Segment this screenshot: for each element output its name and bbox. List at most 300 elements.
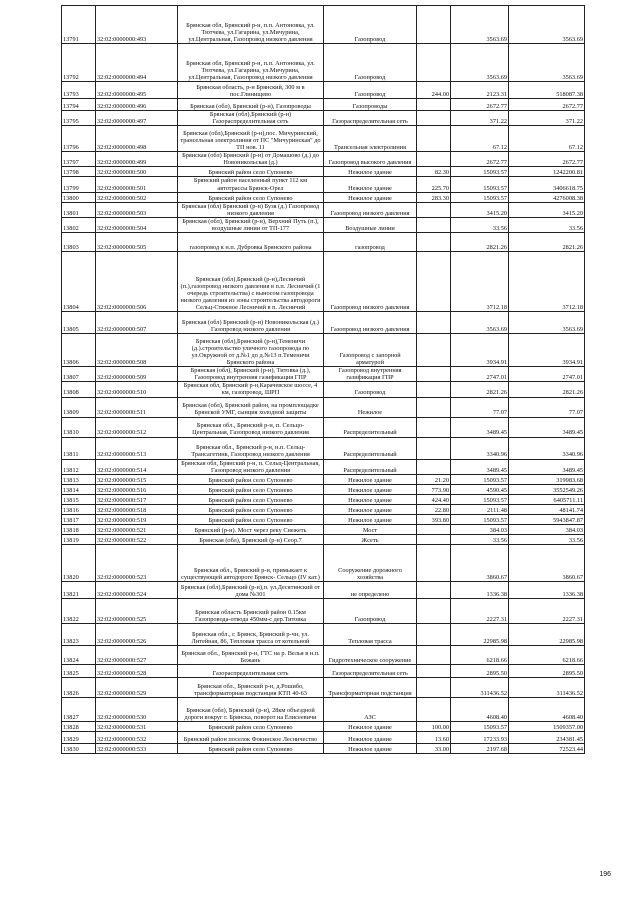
- unit-value: 3563.69: [451, 44, 509, 82]
- object-name: Трансельная электролиния: [324, 126, 417, 152]
- cadastral-value: 67.12: [509, 126, 585, 152]
- object-address: Брянский район село Супонево: [178, 743, 324, 753]
- table-row: [62, 645, 585, 664]
- cadastral-value: 1242200.81: [509, 167, 585, 177]
- table-row: [62, 484, 585, 494]
- table-row: [62, 152, 585, 167]
- cadastral-value: 311436.52: [509, 677, 585, 697]
- object-area: [417, 152, 451, 167]
- row-number: 13792: [62, 44, 96, 82]
- row-number: 13824: [62, 645, 96, 664]
- row-number: 13803: [62, 233, 96, 252]
- row-number: 13810: [62, 417, 96, 437]
- cadastral-number: 32:02:0000000:497: [96, 111, 178, 126]
- object-address: Брянская (обл) Брянский (р-н) от Домашово (д.) до Новоникольская (д.): [178, 152, 324, 167]
- unit-value: 2672.77: [451, 152, 509, 167]
- row-number: 13796: [62, 126, 96, 152]
- unit-value: 2747.01: [451, 367, 509, 382]
- object-address: Брянский (р-н). Мост через реку Снежеть: [178, 524, 324, 534]
- object-area: [417, 367, 451, 382]
- table-row: [62, 437, 585, 459]
- object-name: Газопровод низкого давления: [324, 252, 417, 312]
- cadastral-number: 32:02:0000000:504: [96, 217, 178, 232]
- cadastral-value: 72523.44: [509, 743, 585, 753]
- unit-value: 33.56: [451, 534, 509, 544]
- object-area: [417, 44, 451, 82]
- table-row: [62, 677, 585, 697]
- row-number: 13802: [62, 217, 96, 232]
- cadastral-value: 3406618.75: [509, 177, 585, 192]
- cadastral-value: 22985.98: [509, 623, 585, 645]
- unit-value: 17233.93: [451, 731, 509, 743]
- table-row: [62, 721, 585, 731]
- object-area: [417, 202, 451, 217]
- object-name: Газопровод: [324, 382, 417, 397]
- cadastral-value: 3712.18: [509, 252, 585, 312]
- object-area: [417, 252, 451, 312]
- cadastral-value: 3340.96: [509, 437, 585, 459]
- row-number: 13795: [62, 111, 96, 126]
- row-number: 13813: [62, 474, 96, 484]
- unit-value: 67.12: [451, 126, 509, 152]
- object-name: Газопроводы: [324, 99, 417, 111]
- object-name: Газопровод: [324, 82, 417, 99]
- cadastral-number: 32:02:0000000:530: [96, 697, 178, 721]
- cadastral-value: 4276008.38: [509, 192, 585, 202]
- cadastral-value: 384.03: [509, 524, 585, 534]
- cadastral-value: 2895.50: [509, 664, 585, 677]
- row-number: 13823: [62, 623, 96, 645]
- unit-value: 3340.96: [451, 437, 509, 459]
- cadastral-value: 4608.40: [509, 697, 585, 721]
- cadastral-value: 2227.31: [509, 598, 585, 623]
- table-row: [62, 312, 585, 334]
- cadastral-number: 32:02:0000000:509: [96, 367, 178, 382]
- cadastral-number: 32:02:0000000:502: [96, 192, 178, 202]
- table-row: [62, 581, 585, 598]
- object-area: 100.00: [417, 721, 451, 731]
- cadastral-number: 32:02:0000000:524: [96, 581, 178, 598]
- cadastral-value: 77.07: [509, 397, 585, 417]
- unit-value: 2197.68: [451, 743, 509, 753]
- object-name: Газопровод с запорной арматурой: [324, 334, 417, 367]
- cadastral-number: 32:02:0000000:523: [96, 544, 178, 581]
- object-address: Брянский район село Супонево: [178, 167, 324, 177]
- register-page: [61, 5, 584, 868]
- object-address: Брянская обл., Брянский р-н, н.п. Сельц-Трансагетинк, Газопровод низкого давления: [178, 437, 324, 459]
- unit-value: 33.56: [451, 217, 509, 232]
- object-name: Нежилое здание: [324, 743, 417, 753]
- row-number: 13817: [62, 514, 96, 524]
- unit-value: 371.22: [451, 111, 509, 126]
- row-number: 13799: [62, 177, 96, 192]
- cadastral-number: 32:02:0000000:493: [96, 6, 178, 44]
- object-area: [417, 397, 451, 417]
- table-row: [62, 664, 585, 677]
- unit-value: 15093.57: [451, 167, 509, 177]
- row-number: 13805: [62, 312, 96, 334]
- object-address: Брянская (обл), Брянский (р-н), Титовка (д.), Газопровод внутренняя газификация ГПР: [178, 367, 324, 382]
- object-address: Брянская обл., Брянский р-н, д.Рошибо, трансформаторная подстанция КТП 40-63: [178, 677, 324, 697]
- table-row: [62, 697, 585, 721]
- cadastral-number: 32:02:0000000:508: [96, 334, 178, 367]
- cadastral-value: 2672.77: [509, 99, 585, 111]
- object-area: [417, 544, 451, 581]
- object-address: Брянская (обл), Брянский (р-н), Газопроводы: [178, 99, 324, 111]
- table-row: [62, 417, 585, 437]
- page-number: 196: [599, 871, 611, 878]
- object-address: Брянский район село Супонево: [178, 474, 324, 484]
- row-number: 13815: [62, 494, 96, 504]
- unit-value: 311436.52: [451, 677, 509, 697]
- cadastral-number: 32:02:0000000:501: [96, 177, 178, 192]
- object-name: Газопровод внутренняя газификация ГПР: [324, 367, 417, 382]
- unit-value: 3489.45: [451, 417, 509, 437]
- unit-value: 15093.57: [451, 494, 509, 504]
- object-name: Распределительный: [324, 437, 417, 459]
- unit-value: 2821.26: [451, 233, 509, 252]
- row-number: 13819: [62, 534, 96, 544]
- object-area: 424.40: [417, 494, 451, 504]
- unit-value: 2672.77: [451, 99, 509, 111]
- cadastral-number: 32:02:0000000:521: [96, 524, 178, 534]
- cadastral-number: 32:02:0000000:512: [96, 417, 178, 437]
- object-name: Газопровод: [324, 6, 417, 44]
- object-name: Газопровод низкого давления: [324, 312, 417, 334]
- object-address: Брянская обл, Брянский р-н, п.п. Антоновка, ул. Тютчева, ул.Гагарина, ул.Мичурина, ул.Центральная, Газопровод низкого давления: [178, 44, 324, 82]
- table-row: [62, 474, 585, 484]
- cadastral-number: 32:02:0000000:511: [96, 397, 178, 417]
- table-row: [62, 367, 585, 382]
- cadastral-value: 2821.26: [509, 233, 585, 252]
- cadastral-number: 32:02:0000000:517: [96, 494, 178, 504]
- object-area: [417, 581, 451, 598]
- cadastral-number: 32:02:0000000:507: [96, 312, 178, 334]
- object-name: Распределительный: [324, 459, 417, 474]
- object-name: Газопровод высокого давления: [324, 152, 417, 167]
- cadastral-value: 234381.45: [509, 731, 585, 743]
- table-row: [62, 598, 585, 623]
- cadastral-number: 32:02:0000000:494: [96, 44, 178, 82]
- table-row: [62, 6, 585, 44]
- cadastral-value: 518087.38: [509, 82, 585, 99]
- row-number: 13809: [62, 397, 96, 417]
- object-area: [417, 111, 451, 126]
- unit-value: 3860.67: [451, 544, 509, 581]
- cadastral-number: 32:02:0000000:516: [96, 484, 178, 494]
- object-name: Газопровод низкого давления: [324, 202, 417, 217]
- cadastral-value: 319983.68: [509, 474, 585, 484]
- table-row: [62, 111, 585, 126]
- table-row: [62, 126, 585, 152]
- object-name: Нежилое здание: [324, 514, 417, 524]
- unit-value: 3712.18: [451, 252, 509, 312]
- object-area: [417, 697, 451, 721]
- row-number: 13794: [62, 99, 96, 111]
- object-area: 773.90: [417, 484, 451, 494]
- row-number: 13793: [62, 82, 96, 99]
- object-name: АЗС: [324, 697, 417, 721]
- unit-value: 6218.66: [451, 645, 509, 664]
- table-row: [62, 514, 585, 524]
- cadastral-number: 32:02:0000000:505: [96, 233, 178, 252]
- object-area: [417, 6, 451, 44]
- object-address: Брянский район поселок Фокинское Лесничество: [178, 731, 324, 743]
- table-row: [62, 99, 585, 111]
- cadastral-value: 371.22: [509, 111, 585, 126]
- cadastral-value: 6405711.11: [509, 494, 585, 504]
- cadastral-value: 2821.26: [509, 382, 585, 397]
- object-area: [417, 524, 451, 534]
- object-area: [417, 623, 451, 645]
- object-address: Брянский район село Супонево: [178, 192, 324, 202]
- table-row: [62, 202, 585, 217]
- object-area: [417, 99, 451, 111]
- object-area: [417, 312, 451, 334]
- object-address: Брянская обл., Брянский р-н, п. Сельцо-Центральная, Газопровод низкого давления: [178, 417, 324, 437]
- table-row: [62, 217, 585, 232]
- cadastral-number: 32:02:0000000:498: [96, 126, 178, 152]
- object-address: Брянская обл., Брянский р-н, ГТС на р. Велья в н.п. Бежань: [178, 645, 324, 664]
- cadastral-number: 32:02:0000000:495: [96, 82, 178, 99]
- object-area: [417, 417, 451, 437]
- cadastral-value: 3860.67: [509, 544, 585, 581]
- object-name: Газопровод: [324, 598, 417, 623]
- object-area: [417, 437, 451, 459]
- object-area: [417, 534, 451, 544]
- object-address: Брянский район село Супонево: [178, 504, 324, 514]
- row-number: 13791: [62, 6, 96, 44]
- unit-value: 15093.57: [451, 192, 509, 202]
- unit-value: 15093.57: [451, 514, 509, 524]
- object-name: Газораспределительная сеть: [324, 664, 417, 677]
- object-address: Брянская (обл), Брянский (р-н), 28км объездной дороги вокруг г. Брянска, поворот на Елисеевичи: [178, 697, 324, 721]
- cadastral-number: 32:02:0000000:514: [96, 459, 178, 474]
- row-number: 13804: [62, 252, 96, 312]
- table-row: [62, 233, 585, 252]
- row-number: 13820: [62, 544, 96, 581]
- row-number: 13827: [62, 697, 96, 721]
- cadastral-value: 48141.74: [509, 504, 585, 514]
- row-number: 13800: [62, 192, 96, 202]
- table-row: [62, 544, 585, 581]
- row-number: 13798: [62, 167, 96, 177]
- object-name: газопровод: [324, 233, 417, 252]
- cadastral-value: 1336.38: [509, 581, 585, 598]
- unit-value: 22985.98: [451, 623, 509, 645]
- object-address: Брянская обл., Брянский р-н, примыкает к существующей автодороге Брянск- Сельцо (IV кат.): [178, 544, 324, 581]
- unit-value: 3489.45: [451, 459, 509, 474]
- object-area: 13.60: [417, 731, 451, 743]
- row-number: 13811: [62, 437, 96, 459]
- object-area: [417, 217, 451, 232]
- unit-value: 384.03: [451, 524, 509, 534]
- object-address: Брянская (обл),Брянский (р-н) Газораспределительная сеть: [178, 111, 324, 126]
- object-name: Жсеть: [324, 534, 417, 544]
- unit-value: 15093.57: [451, 721, 509, 731]
- object-name: Нежилое: [324, 397, 417, 417]
- row-number: 13812: [62, 459, 96, 474]
- object-name: Нежилое здание: [324, 504, 417, 514]
- object-address: Брянская (обл),Брянский (р-н),Теменичи (д.).строительство уличного газопровода по ул.Окружной от д.№1 до д.№13 п.Теменичи Брянского района: [178, 334, 324, 367]
- object-area: [417, 664, 451, 677]
- object-name: Нежилое здание: [324, 721, 417, 731]
- cadastral-value: 2747.01: [509, 367, 585, 382]
- unit-value: 77.07: [451, 397, 509, 417]
- cadastral-value: 3415.20: [509, 202, 585, 217]
- cadastral-number: 32:02:0000000:513: [96, 437, 178, 459]
- object-name: Нежилое здание: [324, 167, 417, 177]
- table-row: [62, 459, 585, 474]
- object-address: Брянская обл, Брянский р-н, п.п. Антоновка, ул. Тютчева, ул.Гагарина, ул.Мичурина, ул.Центральная, Газопровод низкого давления: [178, 6, 324, 44]
- unit-value: 4590.45: [451, 484, 509, 494]
- cadastral-value: 33.56: [509, 217, 585, 232]
- cadastral-number: 32:02:0000000:528: [96, 664, 178, 677]
- object-address: Брянская (обл), Брянский (р-н) Сеор.7: [178, 534, 324, 544]
- object-area: 33.00: [417, 743, 451, 753]
- cadastral-value: 1509357.00: [509, 721, 585, 731]
- object-address: Брянская (обл), Брянский район, на промплощадке Брянской УМГ, сынция холодной защиты: [178, 397, 324, 417]
- register-table: [61, 5, 585, 754]
- object-name: Нежилое здание: [324, 494, 417, 504]
- row-number: 13828: [62, 721, 96, 731]
- object-address: Брянская (обл),Брянский (р-н),Лесничий (п.),газопровод низкого давления в п.п. Лесничий (1 очередь строительства) с выносом газопровода низкого давления из зоны строительства автодороги Сельц-Стяжное Лесничий в п. Лесничий: [178, 252, 324, 312]
- cadastral-number: 32:02:0000000:526: [96, 623, 178, 645]
- cadastral-value: 3563.69: [509, 6, 585, 44]
- row-number: 13821: [62, 581, 96, 598]
- table-row: [62, 382, 585, 397]
- unit-value: 4608.40: [451, 697, 509, 721]
- unit-value: 3563.69: [451, 312, 509, 334]
- object-name: Газораспределительная сеть: [324, 111, 417, 126]
- table-row: [62, 82, 585, 99]
- object-area: 244.00: [417, 82, 451, 99]
- cadastral-value: 3563.69: [509, 44, 585, 82]
- table-row: [62, 252, 585, 312]
- cadastral-number: 32:02:0000000:533: [96, 743, 178, 753]
- object-address: Брянская (обл),Брянский (р-н),п. ул.Десятинский от дома №301: [178, 581, 324, 598]
- object-area: 22.80: [417, 504, 451, 514]
- row-number: 13814: [62, 484, 96, 494]
- unit-value: 2111.48: [451, 504, 509, 514]
- cadastral-number: 32:02:0000000:506: [96, 252, 178, 312]
- table-row: [62, 534, 585, 544]
- unit-value: 15093.57: [451, 177, 509, 192]
- object-name: не определено: [324, 581, 417, 598]
- table-row: [62, 167, 585, 177]
- table-row: [62, 494, 585, 504]
- object-area: 393.80: [417, 514, 451, 524]
- row-number: 13807: [62, 367, 96, 382]
- cadastral-number: 32:02:0000000:527: [96, 645, 178, 664]
- cadastral-number: 32:02:0000000:499: [96, 152, 178, 167]
- row-number: 13816: [62, 504, 96, 514]
- object-address: Газораспределительная сеть: [178, 664, 324, 677]
- object-name: Газопровод: [324, 44, 417, 82]
- table-row: [62, 524, 585, 534]
- object-area: 21.20: [417, 474, 451, 484]
- row-number: 13801: [62, 202, 96, 217]
- row-number: 13825: [62, 664, 96, 677]
- object-address: Брянский район село Супонево: [178, 484, 324, 494]
- object-name: Мост: [324, 524, 417, 534]
- object-name: Гидротехническое сооружение: [324, 645, 417, 664]
- unit-value: 3415.20: [451, 202, 509, 217]
- unit-value: 3563.69: [451, 6, 509, 44]
- row-number: 13797: [62, 152, 96, 167]
- object-area: 283.30: [417, 192, 451, 202]
- cadastral-value: 3934.91: [509, 334, 585, 367]
- object-address: газопровод к н.п. Дубровка Брянского района: [178, 233, 324, 252]
- unit-value: 2123.31: [451, 82, 509, 99]
- unit-value: 1336.38: [451, 581, 509, 598]
- object-name: Нежилое здание: [324, 484, 417, 494]
- cadastral-number: 32:02:0000000:532: [96, 731, 178, 743]
- object-address: Брянская (обл), Брянский (р-н), Верхний Путь (п.), воздушные линии от ТП-177: [178, 217, 324, 232]
- table-row: [62, 743, 585, 753]
- table-row: [62, 623, 585, 645]
- cadastral-value: 3563.69: [509, 312, 585, 334]
- object-address: Брянская (обл) Брянский (р-н) Бузя (д.) Газопровод низкого давления: [178, 202, 324, 217]
- row-number: 13829: [62, 731, 96, 743]
- object-name: Сооружение дорожного хозяйства: [324, 544, 417, 581]
- row-number: 13806: [62, 334, 96, 367]
- object-area: 82.30: [417, 167, 451, 177]
- cadastral-value: 6218.66: [509, 645, 585, 664]
- object-address: Брянская обл, Брянский р-н,Карачевское шоссе, 4 км, газопровод, ШРП: [178, 382, 324, 397]
- cadastral-number: 32:02:0000000:503: [96, 202, 178, 217]
- object-area: [417, 459, 451, 474]
- row-number: 13808: [62, 382, 96, 397]
- cadastral-value: 33.56: [509, 534, 585, 544]
- object-area: [417, 677, 451, 697]
- object-name: Воздушные линии: [324, 217, 417, 232]
- unit-value: 2821.26: [451, 382, 509, 397]
- object-address: Брянская область Брянский район 0.15км Газопровода-отвода 450мм-с дер.Титовка: [178, 598, 324, 623]
- table-row: [62, 192, 585, 202]
- object-name: Нежилое здание: [324, 177, 417, 192]
- table-row: [62, 504, 585, 514]
- object-address: Брянская (обл) Брянский (р-н) Новоникольская (д.) Газопровод низкого давления: [178, 312, 324, 334]
- row-number: 13826: [62, 677, 96, 697]
- object-name: Тепловая трасса: [324, 623, 417, 645]
- cadastral-number: 32:02:0000000:518: [96, 504, 178, 514]
- object-address: Брянская обл., г. Брянск, Брянский р-чн, ул. Литейная, 86, Тепловая трасса от котельной: [178, 623, 324, 645]
- table-row: [62, 44, 585, 82]
- cadastral-number: 32:02:0000000:525: [96, 598, 178, 623]
- object-address: Брянская (обл),Брянский (р-н),пос. Мичуринский, трансельная электролиния от ПС "Мичуринская" до ТП нов. 11: [178, 126, 324, 152]
- cadastral-number: 32:02:0000000:522: [96, 534, 178, 544]
- cadastral-number: 32:02:0000000:515: [96, 474, 178, 484]
- cadastral-number: 32:02:0000000:496: [96, 99, 178, 111]
- cadastral-value: 3489.45: [509, 459, 585, 474]
- object-area: [417, 598, 451, 623]
- object-name: Трансформаторная подстанция: [324, 677, 417, 697]
- object-area: [417, 382, 451, 397]
- object-area: [417, 645, 451, 664]
- object-address: Брянский район село Супонево: [178, 514, 324, 524]
- cadastral-number: 32:02:0000000:500: [96, 167, 178, 177]
- cadastral-value: 5943847.87: [509, 514, 585, 524]
- cadastral-number: 32:02:0000000:529: [96, 677, 178, 697]
- table-row: [62, 177, 585, 192]
- cadastral-number: 32:02:0000000:531: [96, 721, 178, 731]
- unit-value: 3934.91: [451, 334, 509, 367]
- row-number: 13830: [62, 743, 96, 753]
- cadastral-number: 32:02:0000000:510: [96, 382, 178, 397]
- cadastral-value: 3489.45: [509, 417, 585, 437]
- row-number: 13818: [62, 524, 96, 534]
